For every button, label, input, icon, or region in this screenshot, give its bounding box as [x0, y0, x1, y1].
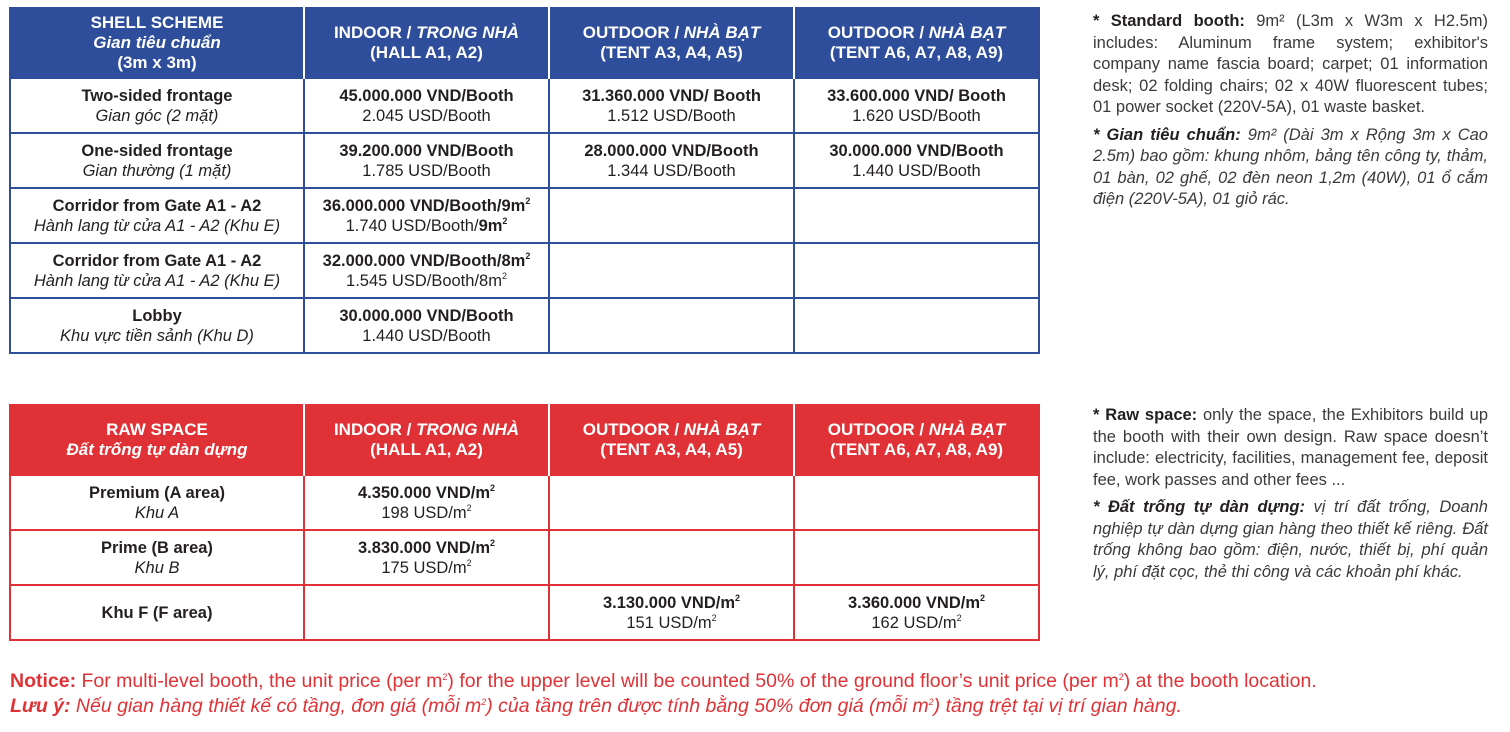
raw-col-outdoor-a3-a5: OUTDOOR / NHÀ BẠT (TENT A3, A4, A5): [549, 405, 794, 475]
standard-booth-note: * Standard booth: 9m² (L3m x W3m x H2.5m) includes: Aluminum frame system; exhibitor's company name fascia board; carpet; 01 information desk; 02 folding chairs; 02 x 40W fluorescent tubes; 01 power socket (220V-5A), 01 waste basket. * Gian tiêu chuẩn: 9m² (Dài 3m x Rộng 3m x Cao 2.5m) bao gồm: khung nhôm, bảng tên công ty, thảm, 01 bàn, 02 ghế, 02 đèn neon 1,2m (40W), 01 ổ cắm điện (220V-5A), 01 giỏ rác.: [1093, 12, 1488, 208]
empty-cell: [794, 475, 1039, 530]
row-label: Premium (A area) Khu A: [10, 475, 304, 530]
price-cell: 3.830.000 VND/$m^2$ 175 USD/$m^2$: [304, 530, 549, 585]
empty-cell: [794, 188, 1039, 243]
price-cell: 31.360.000 VND/ Booth 1.512 USD/Booth: [549, 78, 794, 133]
raw-col-indoor: INDOOR / TRONG NHÀ (HALL A1, A2): [304, 405, 549, 475]
raw-space-table: [9, 404, 1040, 641]
price-cell: 3.130.000 VND/$m^2$ 151 USD/$m^2$: [549, 585, 794, 640]
shell-scheme-table: [9, 7, 1040, 354]
shell-header-row: [10, 8, 1039, 78]
table-row: [10, 133, 1039, 188]
empty-cell: [549, 298, 794, 353]
empty-cell: [794, 298, 1039, 353]
empty-cell: [304, 585, 549, 640]
empty-cell: [549, 475, 794, 530]
shell-size: (3m x 3m): [117, 53, 197, 72]
empty-cell: [549, 530, 794, 585]
price-cell: 30.000.000 VND/Booth 1.440 USD/Booth: [304, 298, 549, 353]
table-row: [10, 243, 1039, 298]
price-cell: 30.000.000 VND/Booth 1.440 USD/Booth: [794, 133, 1039, 188]
notice-vi: Lưu ý: Nếu gian hàng thiết kế có tầng, đơn giá (mỗi $m^2$) của tầng trên được tính bằng 50% đơn giá (mỗi $m^2$) tầng trệt tại vị trí gian hàng.: [10, 695, 1182, 717]
raw-title-cell: [10, 405, 304, 475]
notice-en: Notice: For multi-level booth, the unit price (per $m^2$) for the upper level will be counted 50% of the ground floor’s unit price (per $m^2$) at the booth location.: [10, 670, 1317, 692]
price-cell: 33.600.000 VND/ Booth 1.620 USD/Booth: [794, 78, 1039, 133]
raw-col-outdoor-a6-a9: OUTDOOR / NHÀ BẠT (TENT A6, A7, A8, A9): [794, 405, 1039, 475]
empty-cell: [794, 243, 1039, 298]
shell-title: SHELL SCHEME: [90, 13, 224, 32]
empty-cell: [549, 188, 794, 243]
shell-title-vi: Gian tiêu chuẩn: [93, 33, 221, 52]
row-label: One-sided frontage Gian thường (1 mặt): [10, 133, 304, 188]
shell-col-outdoor-a3-a5: OUTDOOR / NHÀ BẠT (TENT A3, A4, A5): [549, 8, 794, 78]
table-row: [10, 475, 1039, 530]
price-cell: 36.000.000 VND/$Booth/9m^2$ 1.740 USD/$Booth/9m^2$: [304, 188, 549, 243]
raw-space-note: * Raw space: only the space, the Exhibitors build up the booth with their own design. Raw space doesn’t include: electricity, facilities, management fee, deposit fee, work passes and other fees ... * Đất trống tự dàn dựng: vị trí đất trống, Doanh nghiệp tự dàn dựng gian hàng theo thiết kế riêng. Đất trống không bao gồm: điện, nước, thiết bị, phí quản lý, phí đặt cọc, thẻ thi công và các khoản phí khác.: [1093, 406, 1488, 581]
raw-header-row: [10, 405, 1039, 475]
row-label: Lobby Khu vực tiền sảnh (Khu D): [10, 298, 304, 353]
price-cell: 32.000.000 VND/$Booth/8m^2$ 1.545 USD/$Booth/8m^2$: [304, 243, 549, 298]
table-row: [10, 585, 1039, 640]
empty-cell: [549, 243, 794, 298]
row-label: Khu F (F area): [10, 585, 304, 640]
shell-title-cell: [10, 8, 304, 78]
price-cell: 39.200.000 VND/Booth 1.785 USD/Booth: [304, 133, 549, 188]
raw-title-vi: Đất trống tự dàn dựng: [66, 440, 248, 459]
table-row: [10, 298, 1039, 353]
row-label: Corridor from Gate A1 - A2 Hành lang từ cửa A1 - A2 (Khu E): [10, 243, 304, 298]
row-label: Prime (B area) Khu B: [10, 530, 304, 585]
table-row: [10, 188, 1039, 243]
price-cell: 4.350.000 VND/$m^2$ 198 USD/$m^2$: [304, 475, 549, 530]
row-label: Two-sided frontage Gian góc (2 mặt): [10, 78, 304, 133]
raw-title: RAW SPACE: [106, 420, 208, 439]
price-cell: 28.000.000 VND/Booth 1.344 USD/Booth: [549, 133, 794, 188]
shell-col-outdoor-a6-a9: OUTDOOR / NHÀ BẠT (TENT A6, A7, A8, A9): [794, 8, 1039, 78]
shell-col-indoor: INDOOR / TRONG NHÀ (HALL A1, A2): [304, 8, 549, 78]
row-label: Corridor from Gate A1 - A2 Hành lang từ cửa A1 - A2 (Khu E): [10, 188, 304, 243]
price-cell: 3.360.000 VND/$m^2$ 162 USD/$m^2$: [794, 585, 1039, 640]
empty-cell: [794, 530, 1039, 585]
table-row: [10, 530, 1039, 585]
price-cell: 45.000.000 VND/Booth 2.045 USD/Booth: [304, 78, 549, 133]
table-row: [10, 78, 1039, 133]
